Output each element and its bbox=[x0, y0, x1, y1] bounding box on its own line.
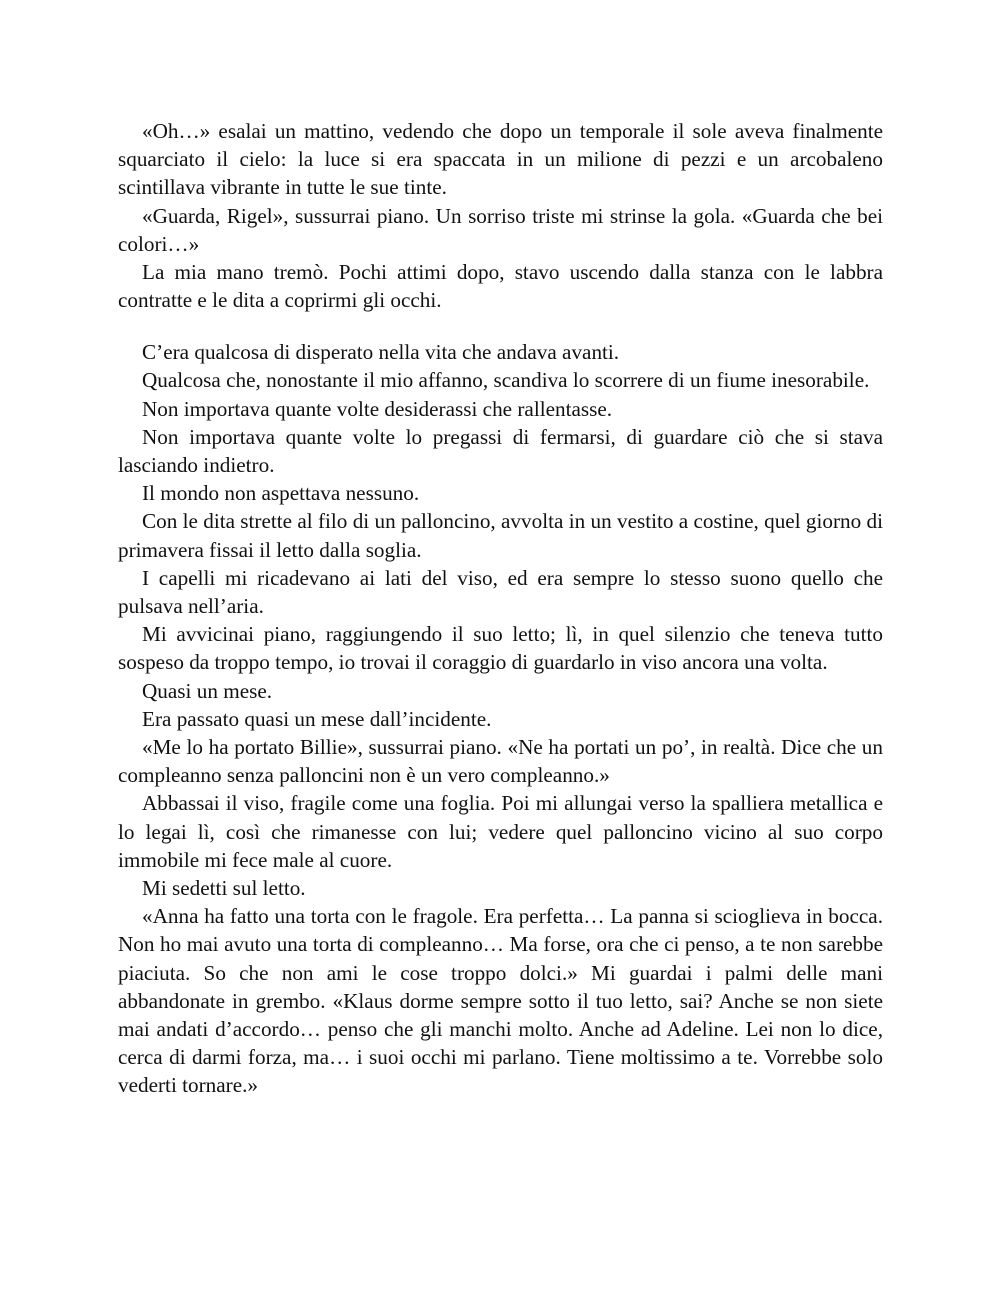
paragraph: «Me lo ha portato Billie», sussurrai piano. «Ne ha portati un po’, in realtà. Dice che un compleanno senza palloncini non è un vero compleanno.» bbox=[118, 734, 883, 788]
paragraph: Abbassai il viso, fragile come una foglia. Poi mi allungai verso la spalliera metallica e lo legai lì, così che rimanesse con lui; vedere quel palloncino vicino al suo corpo immobile mi fece male al cuore. bbox=[118, 791, 883, 872]
paragraph: Quasi un mese. bbox=[142, 678, 273, 703]
paragraph: «Oh…» esalai un mattino, vedendo che dopo un temporale il sole aveva finalmente squarciato il cielo: la luce si era spaccata in un milione di pezzi e un arcobaleno scintillava vibrante in tutte le sue tinte. bbox=[118, 119, 883, 200]
paragraph: Non importava quante volte desiderassi che rallentasse. bbox=[142, 396, 613, 421]
paragraph: Con le dita strette al filo di un palloncino, avvolta in un vestito a costine, quel giorno di primavera fissai il letto dalla soglia. bbox=[118, 509, 883, 562]
paragraph: Mi avvicinai piano, raggiungendo il suo letto; lì, in quel silenzio che teneva tutto sospeso da troppo tempo, io trovai il coraggio di guardarlo in viso ancora una volta. bbox=[118, 622, 883, 675]
paragraph: «Guarda, Rigel», sussurrai piano. Un sorriso triste mi strinse la gola. «Guarda che bei colori…» bbox=[118, 203, 883, 256]
section-2 bbox=[118, 338, 883, 1099]
paragraph: Non importava quante volte lo pregassi di fermarsi, di guardare ciò che si stava lasciando indietro. bbox=[118, 424, 883, 477]
paragraph: C’era qualcosa di disperato nella vita che andava avanti. bbox=[142, 340, 620, 365]
paragraph: Era passato quasi un mese dall’incidente. bbox=[142, 706, 492, 731]
paragraph: La mia mano tremò. Pochi attimi dopo, stavo uscendo dalla stanza con le labbra contratte e le dita a coprirmi gli occhi. bbox=[118, 260, 883, 313]
paragraph: Mi sedetti sul letto. bbox=[142, 875, 306, 900]
section-break bbox=[118, 314, 883, 338]
paragraph: Qualcosa che, nonostante il mio affanno, scandiva lo scorrere di un fiume inesorabile. bbox=[142, 368, 870, 393]
section-1 bbox=[118, 117, 883, 314]
paragraph: «Anna ha fatto una torta con le fragole. Era perfetta… La panna si scioglieva in bocca. Non ho mai avuto una torta di compleanno… Ma forse, ora che ci penso, a te non sarebbe piaciuta. So che non ami le cose troppo dolci.» Mi guardai i palmi delle mani abbandonate in grembo. «Klaus dorme sempre sotto il tuo letto, sai? Anche se non siete mai andati d’accordo… penso che gli manchi molto. Anche ad Adeline. Lei non lo dice, cerca di darmi forza, ma… i suoi occhi mi parlano. Tiene moltissimo a te. Vorrebbe solo vederti tornare.» bbox=[118, 904, 883, 1098]
paragraph: Il mondo non aspettava nessuno. bbox=[142, 481, 420, 506]
page-body bbox=[118, 117, 883, 1100]
paragraph: I capelli mi ricadevano ai lati del viso, ed era sempre lo stesso suono quello che pulsava nell’aria. bbox=[118, 565, 883, 618]
